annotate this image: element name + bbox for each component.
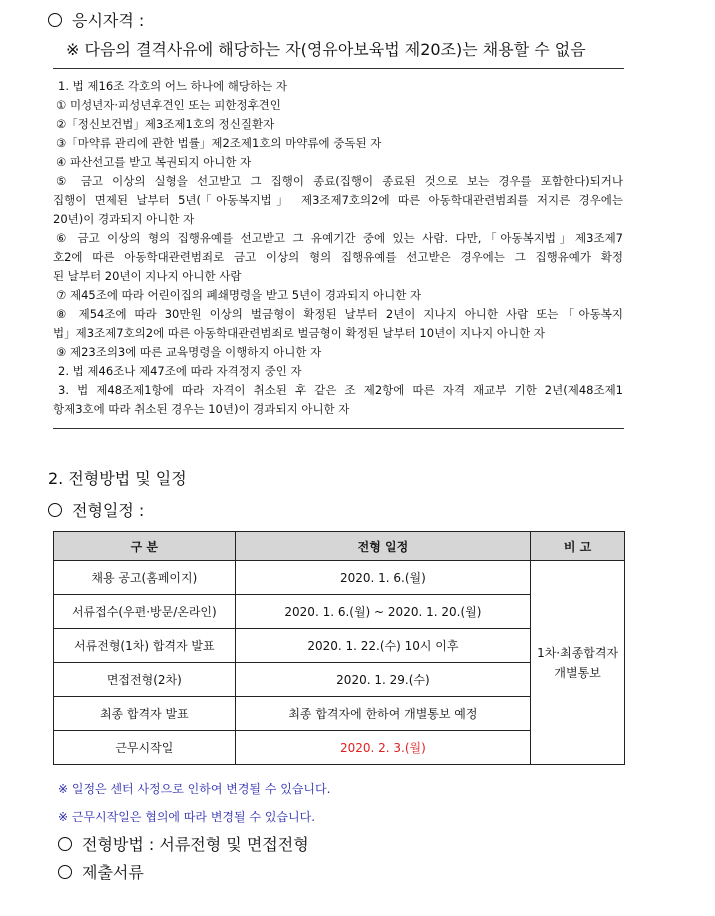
selection-method: 전형방법 : 서류전형 및 면접전형 bbox=[58, 832, 309, 855]
list-item: 집행이 면제된 날부터 5년(「아동복지법」 제3조제7호의2에 따른 아동학대관련범죄를 저지른 경우에는 bbox=[53, 193, 623, 207]
circle-bullet-icon bbox=[58, 837, 72, 851]
disqualification-list bbox=[53, 77, 623, 419]
bottom-rule bbox=[53, 428, 624, 429]
list-item: ②「정신보건법」제3조제1호의 정신질환자 bbox=[56, 117, 275, 131]
row-date: 최종 합격자에 한하여 개별통보 예정 bbox=[235, 697, 530, 731]
list-item: ⑧ 제54조에 따라 30만원 이상의 벌금형이 확정된 날부터 2년이 지나지 아니한 사람 또는「아동복지 bbox=[56, 307, 623, 321]
schedule-heading: 전형일정 : bbox=[48, 498, 144, 521]
schedule-table bbox=[53, 531, 625, 765]
circle-bullet-icon bbox=[58, 865, 72, 879]
header-schedule: 전형 일정 bbox=[235, 532, 530, 561]
section-title: 2. 전형방법 및 일정 bbox=[48, 469, 187, 488]
row-date: 2020. 1. 22.(수) 10시 이후 bbox=[235, 629, 530, 663]
list-item: 된 날부터 20년이 지나지 아니한 사람 bbox=[53, 269, 242, 283]
list-item: 3. 법 제48조제1항에 따라 자격이 취소된 후 같은 조 제2항에 따른 자격 재교부 기한 2년(제48조제1 bbox=[58, 383, 623, 397]
list-item: ③「마약류 관리에 관한 법률」제2조제1호의 마약류에 중독된 자 bbox=[56, 136, 382, 150]
row-date: 2020. 1. 6.(월) bbox=[235, 561, 530, 595]
row-label: 서류접수(우편·방문/온라인) bbox=[54, 595, 236, 629]
start-date-note: ※ 근무시작일은 협의에 따라 변경될 수 있습니다. bbox=[58, 810, 316, 824]
list-item: ④ 파산선고를 받고 복권되지 아니한 자 bbox=[56, 155, 252, 169]
list-item: 항제3호에 따라 취소된 경우는 10년)이 경과되지 아니한 자 bbox=[53, 402, 350, 416]
qualification-heading: 응시자격 : bbox=[48, 8, 144, 31]
note-line: 개별통보 bbox=[554, 666, 601, 680]
note-cell bbox=[531, 561, 625, 765]
list-item: 1. 법 제16조 각호의 어느 하나에 해당하는 자 bbox=[58, 79, 287, 93]
header-note: 비 고 bbox=[531, 532, 625, 561]
list-item: 20년)이 경과되지 아니한 자 bbox=[53, 212, 195, 226]
table-row bbox=[54, 561, 625, 595]
row-label: 최종 합격자 발표 bbox=[54, 697, 236, 731]
list-item: 2. 법 제46조나 제47조에 따라 자격정지 중인 자 bbox=[58, 364, 302, 378]
top-rule bbox=[53, 68, 624, 69]
list-item: ① 미성년자·피성년후견인 또는 피한정후견인 bbox=[56, 98, 281, 112]
schedule-change-note: ※ 일정은 센터 사정으로 인하여 변경될 수 있습니다. bbox=[58, 782, 331, 796]
row-label: 면접전형(2차) bbox=[54, 663, 236, 697]
row-date: 2020. 1. 29.(수) bbox=[235, 663, 530, 697]
list-item: ⑦ 제45조에 따라 어린이집의 폐쇄명령을 받고 5년이 경과되지 아니한 자 bbox=[56, 288, 422, 302]
list-item: ⑨ 제23조의3에 따른 교육명령을 이행하지 아니한 자 bbox=[56, 345, 322, 359]
table-header-row bbox=[54, 532, 625, 561]
circle-bullet-icon bbox=[48, 503, 62, 517]
start-date: 2020. 2. 3.(월) bbox=[235, 731, 530, 765]
row-label: 채용 공고(홈페이지) bbox=[54, 561, 236, 595]
list-item: 호2에 따른 아동학대관련범죄로 금고 이상의 형의 집행유예를 선고받은 경우에는 그 집행유예가 확정 bbox=[53, 250, 623, 264]
list-item: 법」제3조제7호의2에 따른 아동학대관련범죄로 벌금형이 확정된 날부터 10년이 지나지 아니한 자 bbox=[53, 326, 546, 340]
circle-bullet-icon bbox=[48, 13, 62, 27]
row-label: 서류전형(1차) 합격자 발표 bbox=[54, 629, 236, 663]
required-documents: 제출서류 bbox=[58, 860, 144, 883]
list-item: ⑥ 금고 이상의 형의 집행유예를 선고받고 그 유예기간 중에 있는 사람. 다만,「아동복지법」제3조제7 bbox=[56, 231, 623, 245]
disqualification-notice: ※ 다음의 결격사유에 해당하는 자(영유아보육법 제20조)는 채용할 수 없음 bbox=[66, 40, 586, 59]
row-date: 2020. 1. 6.(월) ~ 2020. 1. 20.(월) bbox=[235, 595, 530, 629]
list-item: ⑤ 금고 이상의 실형을 선고받고 그 집행이 종료(집행이 종료된 것으로 보는 경우를 포함한다)되거나 bbox=[56, 174, 623, 188]
note-line: 1차·최종합격자 bbox=[537, 646, 619, 660]
header-category: 구 분 bbox=[54, 532, 236, 561]
row-label: 근무시작일 bbox=[54, 731, 236, 765]
